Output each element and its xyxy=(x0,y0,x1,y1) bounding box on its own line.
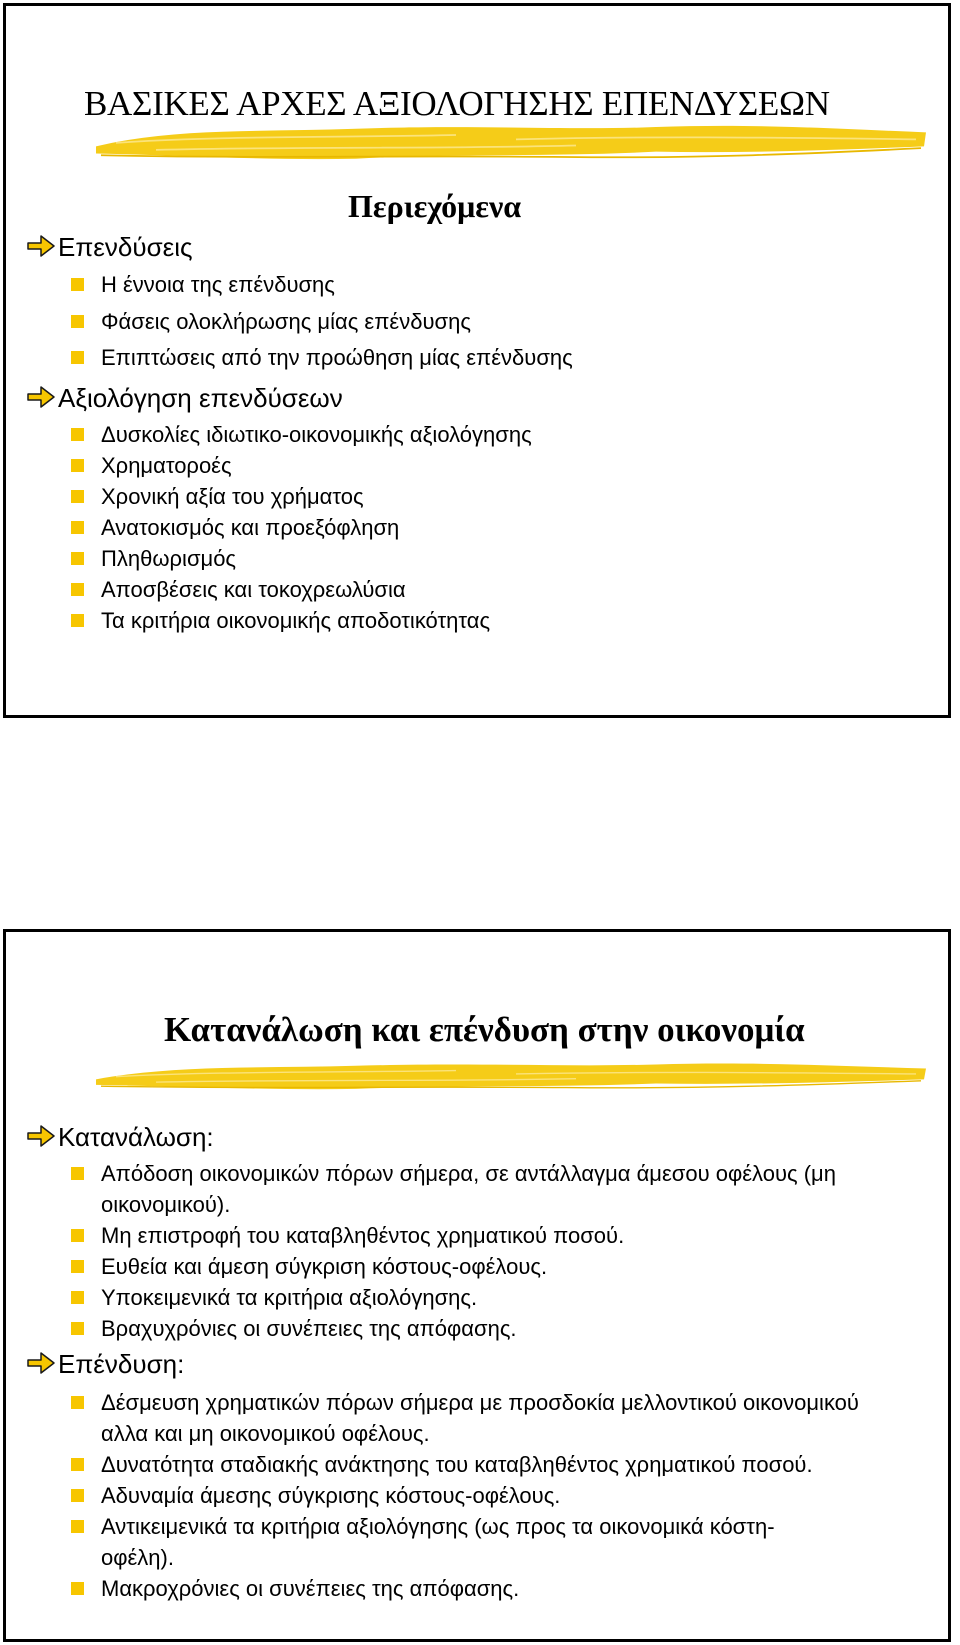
arrow-bullet-icon xyxy=(26,384,56,410)
list-item xyxy=(71,1387,911,1449)
square-bullet-icon xyxy=(71,315,84,328)
list-item xyxy=(71,1251,547,1282)
list-item xyxy=(71,512,399,543)
arrow-bullet-icon xyxy=(26,1123,56,1149)
list-item-text: Επιπτώσεις από την προώθηση μίας επένδυσης xyxy=(101,345,573,370)
square-bullet-icon xyxy=(71,278,84,291)
square-bullet-icon xyxy=(71,1260,84,1273)
list-item-text: Χρηματοροές xyxy=(101,453,232,478)
square-bullet-icon xyxy=(71,1458,84,1471)
list-item xyxy=(71,1313,517,1344)
list-item xyxy=(71,1480,560,1511)
square-bullet-icon xyxy=(71,459,84,472)
list-item xyxy=(71,306,471,337)
list-item-text: Απόδοση οικονομικών πόρων σήμερα, σε αντάλλαγμα άμεσου οφέλους (μη οικονομικού). xyxy=(101,1161,836,1217)
list-item-text: Μακροχρόνιες οι συνέπειες της απόφασης. xyxy=(101,1576,520,1601)
section-heading-label: Αξιολόγηση επενδύσεων xyxy=(58,383,343,413)
slide-title: ΒΑΣΙΚΕΣ ΑΡΧΕΣ ΑΞΙΟΛΟΓΗΣΗΣ ΕΠΕΝΔΥΣΕΩΝ xyxy=(84,84,830,123)
square-bullet-icon xyxy=(71,490,84,503)
list-item-text: Φάσεις ολοκλήρωσης μίας επένδυσης xyxy=(101,309,471,334)
list-item xyxy=(71,481,364,512)
contents-heading: Περιεχόμενα xyxy=(348,188,522,224)
square-bullet-icon xyxy=(71,1291,84,1304)
square-bullet-icon xyxy=(71,1582,84,1595)
list-item-text: Χρονική αξία του χρήματος xyxy=(101,484,364,509)
slide-consumption-investment xyxy=(3,929,951,1642)
list-item xyxy=(71,450,232,481)
list-item-text: Δέσμευση χρηματικών πόρων σήμερα με προσδοκία μελλοντικού οικονομικού αλλα και μη οικονομικού οφέλους. xyxy=(101,1390,859,1446)
list-item xyxy=(71,419,532,450)
list-item xyxy=(71,574,406,605)
square-bullet-icon xyxy=(71,351,84,364)
square-bullet-icon xyxy=(71,521,84,534)
highlight-brush-decoration xyxy=(96,120,926,164)
list-item xyxy=(71,1573,519,1604)
square-bullet-icon xyxy=(71,428,84,441)
list-item-text: Ανατοκισμός και προεξόφληση xyxy=(101,515,400,540)
list-item-text: Ευθεία και άμεση σύγκριση κόστους-οφέλους. xyxy=(101,1254,548,1279)
list-item xyxy=(71,1449,813,1480)
list-item xyxy=(71,342,573,373)
list-item xyxy=(71,269,335,300)
section-heading-label: Επένδυση: xyxy=(58,1349,185,1379)
list-item xyxy=(71,1511,831,1573)
square-bullet-icon xyxy=(71,1520,84,1533)
list-item-text: Πληθωρισμός xyxy=(101,546,237,571)
square-bullet-icon xyxy=(71,583,84,596)
square-bullet-icon xyxy=(71,1489,84,1502)
square-bullet-icon xyxy=(71,614,84,627)
list-item-text: Τα κριτήρια οικονομικής αποδοτικότητας xyxy=(101,608,491,633)
list-item-text: Αποσβέσεις και τοκοχρεωλύσια xyxy=(101,577,406,602)
list-item-text: Αδυναμία άμεσης σύγκρισης κόστους-οφέλους. xyxy=(101,1483,561,1508)
list-item xyxy=(71,605,490,636)
list-item-text: Δυνατότητα σταδιακής ανάκτησης του καταβληθέντος χρηματικού ποσού. xyxy=(101,1452,813,1477)
list-item-text: Αντικειμενικά τα κριτήρια αξιολόγησης (ως προς τα οικονομικά κόστη-οφέλη). xyxy=(101,1514,775,1570)
arrow-bullet-icon xyxy=(26,233,56,259)
list-item xyxy=(71,1282,477,1313)
list-item-text: Δυσκολίες ιδιωτικο-οικονομικής αξιολόγησης xyxy=(101,422,532,447)
square-bullet-icon xyxy=(71,552,84,565)
list-item-text: Η έννοια της επένδυσης xyxy=(101,272,335,297)
square-bullet-icon xyxy=(71,1322,84,1335)
list-item xyxy=(71,543,236,574)
slide-title: Κατανάλωση και επένδυση στην οικονομία xyxy=(164,1010,805,1049)
list-item xyxy=(71,1220,624,1251)
section-heading-label: Κατανάλωση: xyxy=(58,1122,214,1152)
list-item-text: Βραχυχρόνιες οι συνέπειες της απόφασης. xyxy=(101,1316,517,1341)
list-item-text: Υποκειμενικά τα κριτήρια αξιολόγησης. xyxy=(101,1285,478,1310)
arrow-bullet-icon xyxy=(26,1350,56,1376)
list-item xyxy=(71,1158,911,1220)
square-bullet-icon xyxy=(71,1396,84,1409)
highlight-brush-decoration xyxy=(96,1059,926,1093)
square-bullet-icon xyxy=(71,1167,84,1180)
square-bullet-icon xyxy=(71,1229,84,1242)
section-heading-label: Επενδύσεις xyxy=(58,232,193,262)
list-item-text: Μη επιστροφή του καταβληθέντος χρηματικού ποσού. xyxy=(101,1223,625,1248)
slide-contents xyxy=(3,3,951,718)
